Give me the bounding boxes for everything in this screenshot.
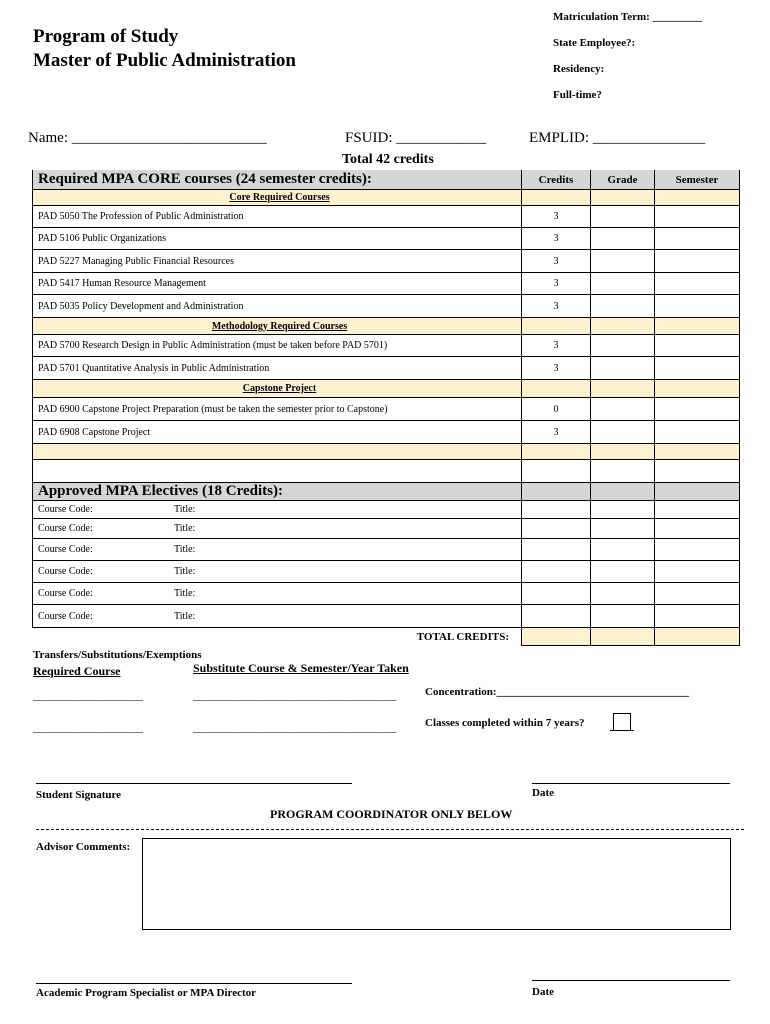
course-code-label: Course Code: xyxy=(38,588,93,599)
total-row xyxy=(32,628,740,646)
table-row xyxy=(32,398,740,421)
table-row xyxy=(32,335,740,357)
elective-row xyxy=(32,519,740,539)
course-name: PAD 5701 Quantitative Analysis in Public Administration xyxy=(32,357,521,379)
course-name: PAD 5417 Human Resource Management xyxy=(32,273,521,294)
semester-cell[interactable] xyxy=(654,398,740,420)
table-row xyxy=(32,421,740,444)
total-credits-label: Total 42 credits xyxy=(342,152,434,167)
credits-cell[interactable] xyxy=(521,583,590,604)
elective-row xyxy=(32,501,740,519)
emplid-field[interactable]: EMPLID: _______________ xyxy=(529,130,706,146)
title-label: Title: xyxy=(174,523,196,534)
date-label: Date xyxy=(532,787,554,799)
table-row xyxy=(32,250,740,273)
concentration-field[interactable]: Concentration:___________________________________ xyxy=(425,686,689,698)
total-credits-cell[interactable] xyxy=(521,628,590,646)
grade-cell[interactable] xyxy=(590,583,654,604)
director-signature-label: Academic Program Specialist or MPA Director xyxy=(36,987,257,999)
title-label: Title: xyxy=(174,588,196,599)
course-credits: 3 xyxy=(521,421,590,443)
course-name: PAD 5700 Research Design in Public Administration (must be taken before PAD 5701) xyxy=(32,335,521,356)
grade-cell[interactable] xyxy=(590,398,654,420)
semester-cell[interactable] xyxy=(654,501,740,518)
seven-years-checkbox[interactable] xyxy=(613,713,631,731)
elective-row xyxy=(32,605,740,628)
semester-cell[interactable] xyxy=(654,335,740,356)
method-sub-row xyxy=(32,318,740,335)
table-row xyxy=(32,357,740,380)
semester-cell[interactable] xyxy=(654,583,740,604)
transfers-heading: Transfers/Substitutions/Exemptions xyxy=(33,649,202,661)
student-date-line[interactable] xyxy=(532,783,730,784)
credits-cell[interactable] xyxy=(521,519,590,538)
grade-cell[interactable] xyxy=(590,206,654,227)
credits-cell[interactable] xyxy=(521,501,590,518)
semester-cell[interactable] xyxy=(654,357,740,379)
full-time-field[interactable]: Full-time? xyxy=(553,89,602,101)
grade-cell[interactable] xyxy=(590,250,654,272)
capstone-subheading: Capstone Project xyxy=(242,383,317,394)
student-signature-label: Student Signature xyxy=(36,789,122,801)
state-employee-field[interactable]: State Employee?: xyxy=(553,37,636,49)
course-name: PAD 5050 The Profession of Public Administration xyxy=(32,206,521,227)
substitute-course-heading: Substitute Course & Semester/Year Taken xyxy=(193,661,409,675)
core-sub-row xyxy=(32,190,740,206)
course-code-label: Course Code: xyxy=(38,544,93,555)
grade-cell[interactable] xyxy=(590,605,654,627)
elective-row xyxy=(32,561,740,583)
col-semester: Semester xyxy=(675,173,719,186)
core-header-row xyxy=(32,170,740,190)
advisor-comments-box[interactable] xyxy=(142,838,731,930)
grade-cell[interactable] xyxy=(590,228,654,249)
title-label: Title: xyxy=(174,610,196,622)
electives-header: Approved MPA Electives (18 Credits): xyxy=(38,483,283,499)
grade-cell[interactable] xyxy=(590,561,654,582)
course-name: PAD 6908 Capstone Project xyxy=(32,421,521,443)
dashed-divider xyxy=(36,829,744,830)
blank-course-cell[interactable] xyxy=(32,460,521,482)
course-code-label: Course Code: xyxy=(38,610,93,622)
course-credits: 3 xyxy=(521,228,590,249)
director-signature-line[interactable] xyxy=(36,983,352,984)
grade-cell[interactable] xyxy=(590,539,654,560)
methodology-subheading: Methodology Required Courses xyxy=(211,320,348,332)
semester-cell[interactable] xyxy=(654,228,740,249)
seven-years-label: Classes completed within 7 years? xyxy=(425,717,585,729)
grade-cell[interactable] xyxy=(590,273,654,294)
course-name: PAD 5106 Public Organizations xyxy=(32,228,521,249)
grade-cell[interactable] xyxy=(590,421,654,443)
course-code-label: Course Code: xyxy=(38,523,93,534)
table-row xyxy=(32,273,740,295)
electives-header-row xyxy=(32,483,740,501)
required-course-blank-1[interactable]: ____________________ xyxy=(33,690,143,702)
substitute-course-blank-1[interactable]: _____________________________________ xyxy=(193,690,397,702)
date-label-2: Date xyxy=(532,986,554,998)
checkbox-underline xyxy=(610,730,634,731)
substitute-course-blank-2[interactable]: _____________________________________ xyxy=(193,722,397,734)
table-row xyxy=(32,228,740,250)
course-credits: 3 xyxy=(521,295,590,317)
grade-cell[interactable] xyxy=(590,335,654,356)
credits-cell[interactable] xyxy=(521,539,590,560)
residency-field[interactable]: Residency: xyxy=(553,63,605,75)
blank-yellow-row xyxy=(32,444,740,460)
title-label: Title: xyxy=(174,504,196,515)
semester-cell[interactable] xyxy=(654,561,740,582)
semester-cell[interactable] xyxy=(654,295,740,317)
table-row xyxy=(32,206,740,228)
course-credits: 3 xyxy=(521,206,590,227)
semester-cell[interactable] xyxy=(654,519,740,538)
elective-row xyxy=(32,583,740,605)
blank-row xyxy=(32,460,740,483)
course-name: PAD 6900 Capstone Project Preparation (must be taken the semester prior to Capstone) xyxy=(32,398,521,420)
coordinator-only-heading: PROGRAM COORDINATOR ONLY BELOW xyxy=(270,807,513,821)
grade-cell[interactable] xyxy=(590,357,654,379)
semester-cell[interactable] xyxy=(654,206,740,227)
col-credits: Credits xyxy=(538,173,574,186)
course-credits: 3 xyxy=(521,273,590,294)
semester-cell[interactable] xyxy=(654,539,740,560)
grade-cell[interactable] xyxy=(590,295,654,317)
semester-cell[interactable] xyxy=(654,421,740,443)
matriculation-term-field[interactable]: Matriculation Term: _________ xyxy=(553,11,703,23)
col-grade: Grade xyxy=(607,173,638,186)
title-label: Title: xyxy=(174,544,196,555)
elective-row xyxy=(32,539,740,561)
capstone-sub-row xyxy=(32,380,740,398)
course-name: PAD 5035 Policy Development and Administration xyxy=(32,295,521,317)
page-title xyxy=(33,25,296,73)
required-course-heading: Required Course xyxy=(33,664,121,678)
fsuid-field[interactable]: FSUID: ____________ xyxy=(345,130,487,146)
table-row xyxy=(32,295,740,318)
advisor-comments-label: Advisor Comments: xyxy=(36,841,131,853)
director-date-line[interactable] xyxy=(532,980,730,981)
course-credits: 3 xyxy=(521,357,590,379)
grade-cell[interactable] xyxy=(590,501,654,518)
required-course-blank-2[interactable]: ____________________ xyxy=(33,722,143,734)
course-name: PAD 5227 Managing Public Financial Resources xyxy=(32,250,521,272)
core-header: Required MPA CORE courses (24 semester credits): xyxy=(38,171,372,187)
student-signature-line[interactable] xyxy=(36,783,352,784)
semester-cell[interactable] xyxy=(654,273,740,294)
credits-cell[interactable] xyxy=(521,605,590,627)
name-field[interactable]: Name: __________________________ xyxy=(28,130,267,146)
title-label: Title: xyxy=(174,566,196,577)
total-credits-label: TOTAL CREDITS: xyxy=(416,631,509,643)
semester-cell[interactable] xyxy=(654,605,740,627)
course-code-label: Course Code: xyxy=(38,566,93,577)
course-credits: 0 xyxy=(521,398,590,420)
grade-cell[interactable] xyxy=(590,519,654,538)
core-required-subheading: Core Required Courses xyxy=(229,192,330,203)
title-line-2: Master of Public Administration xyxy=(33,50,297,71)
title-line-1: Program of Study xyxy=(33,26,179,47)
credits-cell[interactable] xyxy=(521,561,590,582)
course-credits: 3 xyxy=(521,335,590,356)
semester-cell[interactable] xyxy=(654,250,740,272)
course-code-label: Course Code: xyxy=(38,504,93,515)
course-credits: 3 xyxy=(521,250,590,272)
